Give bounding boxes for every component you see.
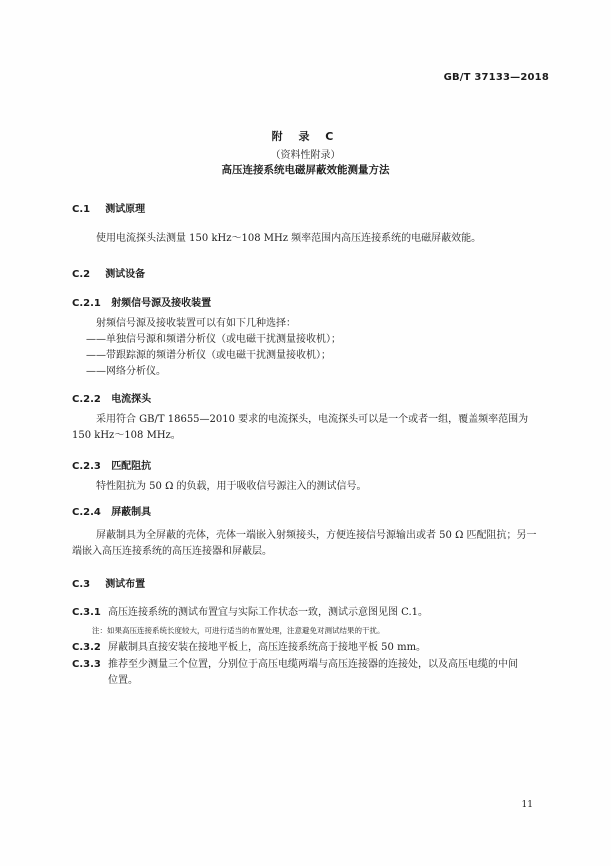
section-label: 测试布置 [105, 579, 146, 590]
c1-paragraph: 使用电流探头法测量 150 kHz～108 MHz 频率范围内高压连接系统的电磁屏蔽效能。 [96, 233, 482, 244]
text-line: 射频信号源及接收装置可以有如下几种选择： [96, 318, 296, 329]
section-heading-c2 [72, 265, 145, 280]
c21-paragraph [86, 316, 546, 380]
clause-text: 屏蔽制具直接安装在接地平板上，高压连接系统高于接地平板 50 mm。 [108, 642, 427, 653]
c31-note: 注：如果高压连接系统长度较大，可进行适当的布置处理，注意避免对测试结果的干扰。 [92, 626, 385, 635]
clause-text-continued: 位置。 [108, 675, 138, 686]
section-number: C.3 [72, 579, 91, 590]
section-heading-c3 [72, 575, 145, 590]
section-label: 测试设备 [105, 269, 146, 280]
c23-paragraph: 特性阻抗为 50 Ω 的负载，用于吸收信号源注入的测试信号。 [96, 481, 367, 492]
standard-code: GB/T 37133—2018 [443, 72, 549, 83]
list-item: ——带跟踪源的频谱分析仪（或电磁干扰测量接收机）； [86, 350, 331, 361]
clause-c33 [72, 657, 518, 689]
section-number: C.2 [72, 269, 91, 280]
section-label: 电流探头 [111, 394, 152, 405]
text-line: 150 kHz～108 MHz。 [72, 430, 181, 441]
clause-text: 高压连接系统的测试布置宜与实际工作状态一致，测试示意图见图 C.1。 [108, 607, 429, 618]
text-line: 屏蔽制具为全屏蔽的壳体，壳体一端嵌入射频接头，方便连接信号源输出或者 50 Ω 匹配阻抗；另一 [96, 530, 537, 541]
text-line: 采用符合 GB/T 18655—2010 要求的电流探头，电流探头可以是一个或者一组，覆盖频率范围为 [96, 414, 529, 425]
clause-c32 [72, 640, 426, 656]
list-item: ——单独信号源和频谱分析仪（或电磁干扰测量接收机）； [86, 334, 341, 345]
section-number: C.1 [72, 204, 91, 215]
c24-paragraph [72, 528, 546, 560]
annex-title: 附 录 C [271, 130, 340, 143]
text-line: 端嵌入高压连接系统的高压连接器和屏蔽层。 [72, 546, 272, 557]
clause-text: 推荐至少测量三个位置，分别位于高压电缆两端与高压连接器的连接处，以及高压电缆的中间 [108, 659, 518, 670]
clause-number: C.3.2 [72, 642, 101, 653]
section-label: 匹配阻抗 [111, 461, 152, 472]
section-heading-c21 [72, 294, 211, 309]
section-heading-c23 [72, 457, 151, 472]
list-item: ——网络分析仪。 [86, 366, 166, 377]
section-label: 屏蔽制具 [111, 507, 152, 518]
c22-paragraph [72, 412, 546, 444]
page-number: 11 [521, 800, 533, 810]
section-heading-c24 [72, 503, 151, 518]
section-label: 测试原理 [105, 204, 146, 215]
section-number: C.2.3 [72, 461, 101, 472]
section-label: 射频信号源及接收装置 [111, 298, 212, 309]
clause-number: C.3.1 [72, 607, 101, 618]
section-number: C.2.4 [72, 507, 101, 518]
annex-type: （资料性附录） [270, 150, 341, 161]
clause-c31 [72, 605, 428, 621]
section-heading-c1 [72, 200, 145, 215]
clause-number: C.3.3 [72, 659, 101, 670]
section-number: C.2.2 [72, 394, 101, 405]
section-number: C.2.1 [72, 298, 101, 309]
annex-name: 高压连接系统电磁屏蔽效能测量方法 [221, 164, 390, 176]
section-heading-c22 [72, 390, 151, 405]
